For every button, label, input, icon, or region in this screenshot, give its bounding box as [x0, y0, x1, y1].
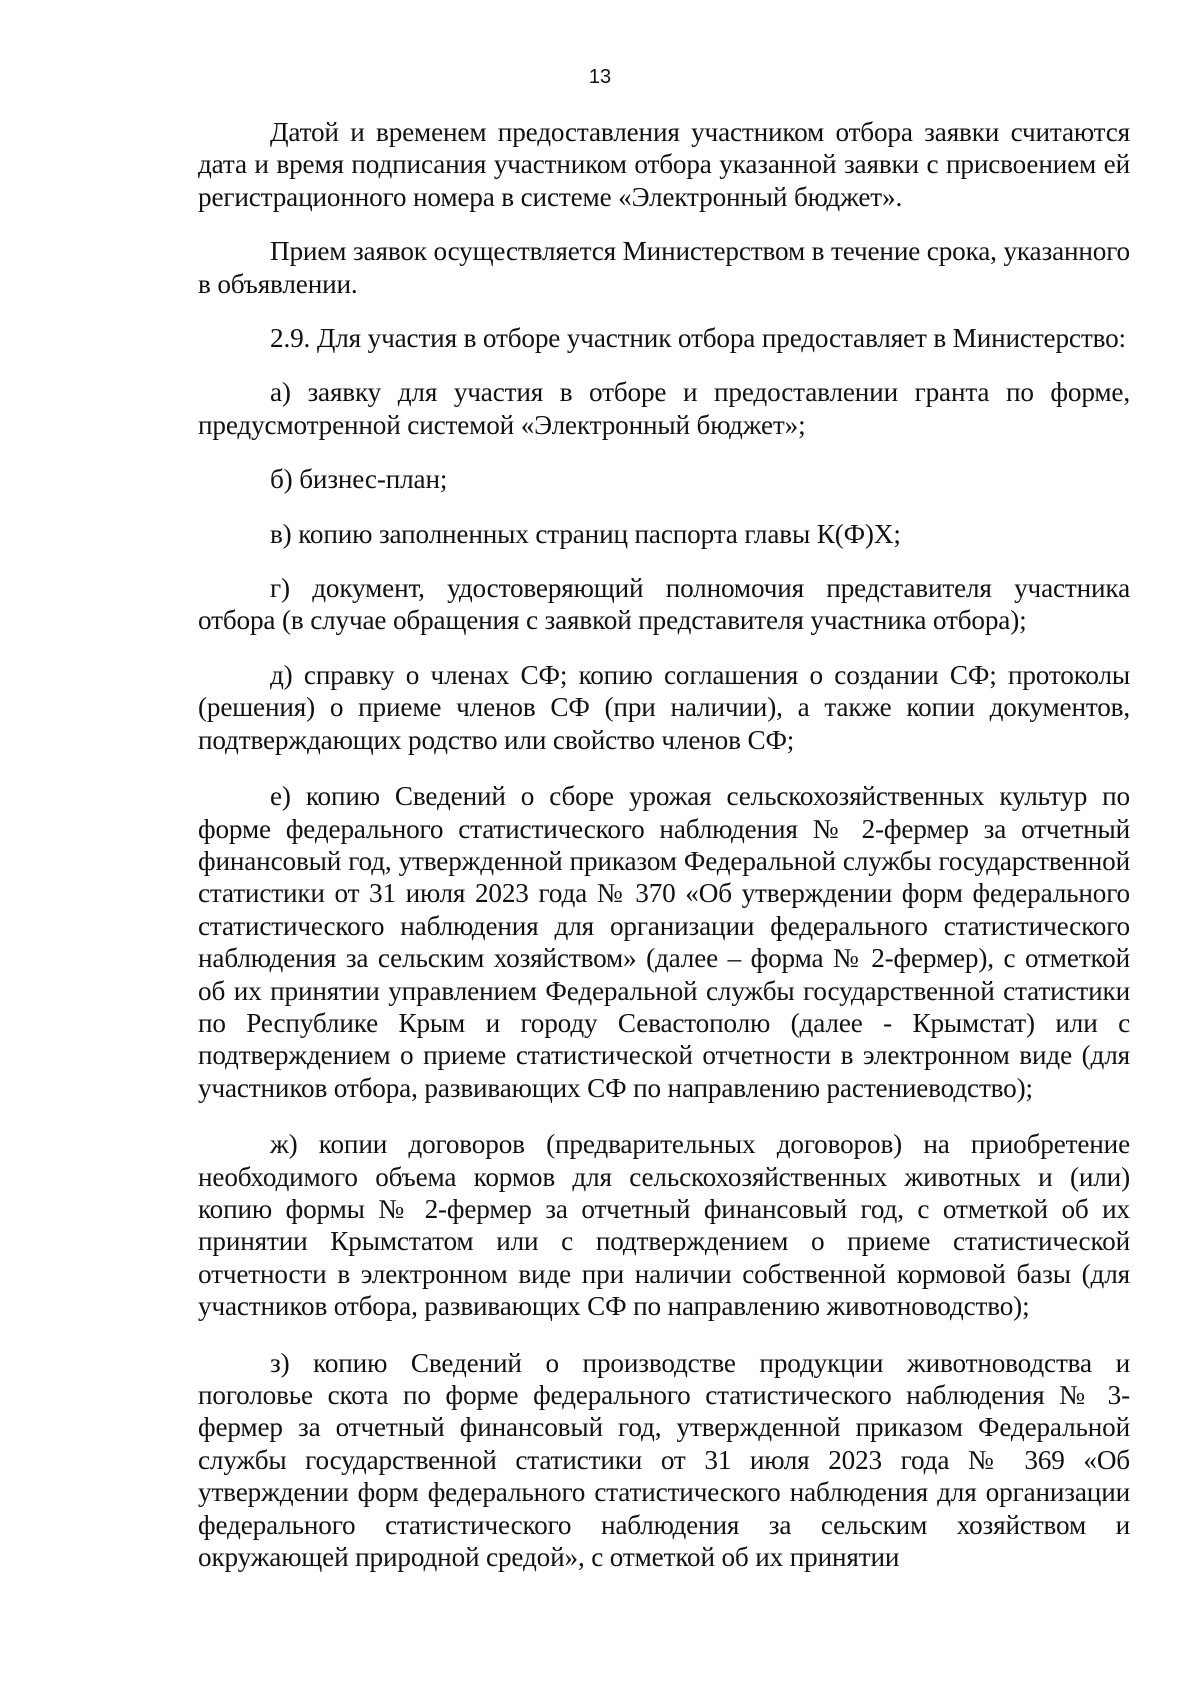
list-item-g: г) документ, удостоверяющий полномочия представителя участника отбора (в случае обращения с заявкой представителя участника отбора); — [198, 573, 1130, 636]
list-item-d: д) справку о членах СФ; копию соглашения о создании СФ; протоколы (решения) о приеме членов СФ (при наличии), а также копии документов, подтверждающих родство или свойство членов СФ; — [198, 659, 1130, 755]
page-number: 13 — [588, 66, 612, 88]
paragraph-clause-2-9: 2.9. Для участия в отборе участник отбора предоставляет в Министерство: — [270, 323, 1126, 354]
document-body — [198, 116, 1130, 1573]
list-item-z: з) копию Сведений о производстве продукции животноводства и поголовье скота по форме федерального статистического наблюдения № 3-фермер за отчетный финансовый год, утвержденной приказом Федеральной службы государственной статистики от 31 июля 2023 года № 369 «Об утверждении форм федерального статистического наблюдения для организации федерального статистического наблюдения за сельским хозяйством и окружающей природной средой», с отметкой об их принятии — [198, 1347, 1130, 1573]
list-item-b: б) бизнес-план; — [270, 464, 448, 495]
list-item-a: а) заявку для участия в отборе и предоставлении гранта по форме, предусмотренной системой «Электронный бюджет»; — [198, 377, 1130, 440]
paragraph-application-acceptance: Прием заявок осуществляется Министерством в течение срока, указанного в объявлении. — [198, 236, 1130, 299]
paragraph-submission-date: Датой и временем предоставления участником отбора заявки считаются дата и время подписания участником отбора указанной заявки с присвоением ей регистрационного номера в системе «Электронный бюджет». — [198, 117, 1130, 212]
list-item-v: в) копию заполненных страниц паспорта главы К(Ф)Х; — [270, 518, 901, 549]
list-item-zh: ж) копии договоров (предварительных договоров) на приобретение необходимого объема кормов для сельскохозяйственных животных и (или) копию формы № 2-фермер за отчетный финансовый год, с отметкой об их принятии Крымстатом или с подтверждением о приеме статистической отчетности в электронном виде при наличии собственной кормовой базы (для участников отбора, развивающих СФ по направлению животноводство); — [198, 1129, 1130, 1322]
list-item-e: е) копию Сведений о сборе урожая сельскохозяйственных культур по форме федерального статистического наблюдения № 2-фермер за отчетный финансовый год, утвержденной приказом Федеральной службы государственной статистики от 31 июля 2023 года № 370 «Об утверждении форм федерального статистического наблюдения для организации федерального статистического наблюдения за сельским хозяйством» (далее – форма № 2-фермер), с отметкой об их принятии управлением Федеральной службы государственной статистики по Республике Крым и городу Севастополю (далее - Крымстат) или с подтверждением о приеме статистической отчетности в электронном виде (для участников отбора, развивающих СФ по направлению растениеводство); — [198, 781, 1130, 1103]
